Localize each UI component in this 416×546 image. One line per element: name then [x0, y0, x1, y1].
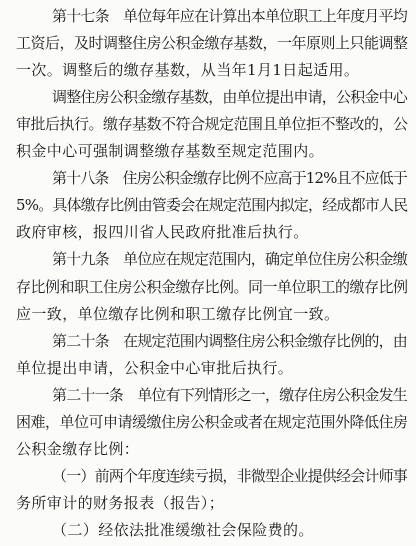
- text-line: 一次。调整后的缴存基数，从当年1月1日起适用。: [16, 61, 360, 79]
- text-line: 应一致，单位缴存比例和职工缴存比例宜一致。: [16, 305, 340, 323]
- text-line: 公积金缴存比例：: [16, 440, 140, 458]
- text-line: 第二十条 在规定范围内调整住房公积金缴存比例的，由: [52, 332, 408, 350]
- text-line: 务所审计的财务报表（报告）；: [16, 494, 225, 512]
- text-line: 第十八条 住房公积金缴存比例不应高于12%且不应低于: [52, 169, 407, 187]
- text-line: 5%。具体缴存比例由管委会在规定范围内拟定，经成都市人民: [16, 196, 408, 214]
- text-line: 政府审核，报四川省人民政府批准后执行。: [16, 223, 309, 241]
- text-line: 第十九条 单位应在规定范围内，确定单位住房公积金缴: [52, 250, 408, 268]
- text-line: （二）经依法批准缓缴社会保险费的。: [52, 521, 314, 539]
- text-line: 单位提出申请，公积金中心审批后执行。: [16, 359, 294, 377]
- text-line: 第二十一条 单位有下列情形之一，缴存住房公积金发生: [52, 386, 408, 404]
- text-line: （一）前两个年度连续亏损，非微型企业提供经会计师事: [52, 467, 408, 485]
- text-line: 存比例和职工住房公积金缴存比例。同一单位职工的缴存比例: [16, 278, 408, 296]
- text-line: 审批后执行。缴存基数不符合规定范围且单位拒不整改的，公: [16, 115, 408, 133]
- text-line: 困难，单位可申请缓缴住房公积金或者在规定范围外降低住房: [16, 413, 408, 431]
- text-line: 工资后，及时调整住房公积金缴存基数，一年原则上只能调整: [16, 34, 408, 52]
- text-line: 第十七条 单位每年应在计算出本单位职工上年度月平均: [52, 7, 408, 25]
- text-line: 调整住房公积金缴存基数，由单位提出申请，公积金中心: [52, 88, 408, 106]
- text-line: 积金中心可强制调整缴存基数至规定范围内。: [16, 142, 325, 160]
